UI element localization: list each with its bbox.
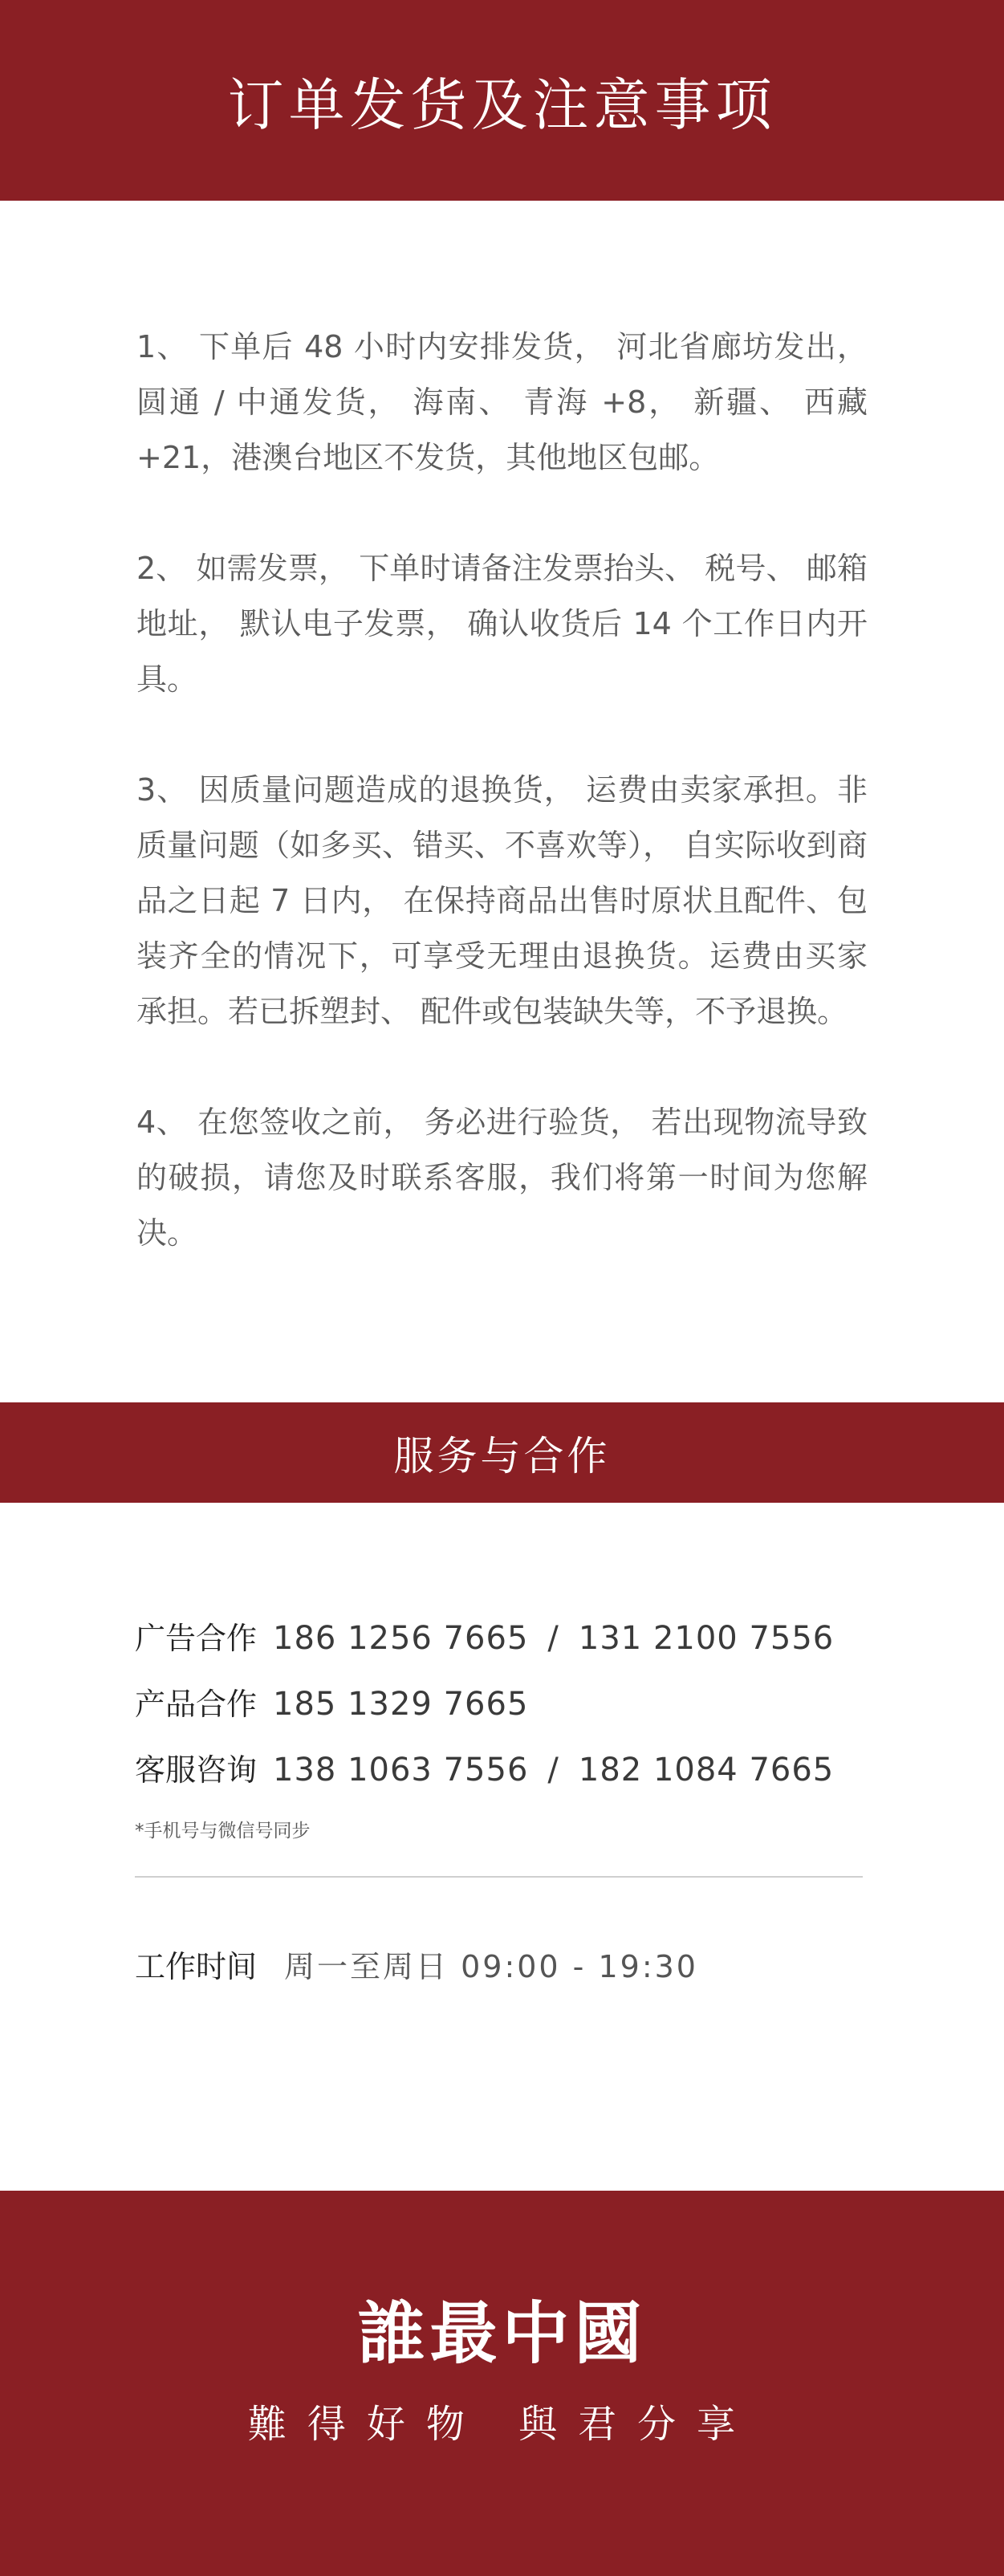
phone-number: 186 1256 7665 xyxy=(273,1620,529,1657)
phone-number: 182 1084 7665 xyxy=(578,1752,835,1789)
note-returns: 3、 因质量问题造成的退换货， 运费由卖家承担。非质量问题（如多买、错买、不喜欢等）， 自实际收到商品之日起 7 日内， 在保持商品出售时原状且配件、包装齐全的情况下，可享受无理由退换货。运费由买家承担。若已拆塑封、 配件或包装缺失等，不予退换。 xyxy=(136,772,868,1029)
wechat-footnote: *手机号与微信号同步 xyxy=(135,1821,311,1841)
page-title: 订单发货及注意事项 xyxy=(227,71,777,138)
note-inspection: 4、 在您签收之前， 务必进行验货， 若出现物流导致的破损，请您及时联系客服，我们将第一时间为您解决。 xyxy=(136,1105,868,1251)
contact-numbers xyxy=(273,1752,834,1789)
service-band xyxy=(0,1402,1004,1503)
contact-label: 广告合作 xyxy=(135,1621,258,1656)
contact-numbers xyxy=(273,1686,528,1723)
phone-number: 185 1329 7665 xyxy=(273,1686,529,1723)
contact-row-ads xyxy=(135,1614,834,1658)
contact-label: 产品合作 xyxy=(135,1687,258,1722)
header-band xyxy=(0,0,1004,201)
hours-value: 周一至周日 09:00 - 19:30 xyxy=(284,1949,698,1984)
brand-slogan: 難得好物 與君分享 xyxy=(247,2402,757,2447)
footer-band xyxy=(0,2191,1004,2576)
phone-number: 131 2100 7556 xyxy=(578,1620,835,1657)
service-title: 服务与合作 xyxy=(393,1432,611,1479)
phone-number: 138 1063 7556 xyxy=(273,1752,529,1789)
contact-label: 客服咨询 xyxy=(135,1752,258,1788)
notes-section xyxy=(0,201,1004,1402)
separator: / xyxy=(547,1752,559,1789)
divider xyxy=(135,1876,863,1878)
separator: / xyxy=(547,1620,559,1657)
brand-logo-text: 誰最中國 xyxy=(357,2293,647,2373)
contact-row-product xyxy=(135,1679,528,1723)
note-shipping: 1、 下单后 48 小时内安排发货， 河北省廊坊发出， 圆通 / 中通发货， 海南、 青海 +8， 新疆、 西藏 +21，港澳台地区不发货，其他地区包邮。 xyxy=(136,329,868,475)
contact-numbers xyxy=(273,1620,834,1657)
note-invoice: 2、 如需发票， 下单时请备注发票抬头、 税号、 邮箱地址， 默认电子发票， 确认收货后 14 个工作日内开具。 xyxy=(136,551,868,697)
hours-label: 工作时间 xyxy=(135,1949,258,1984)
working-hours xyxy=(135,1942,698,1986)
contact-row-support xyxy=(135,1745,834,1789)
